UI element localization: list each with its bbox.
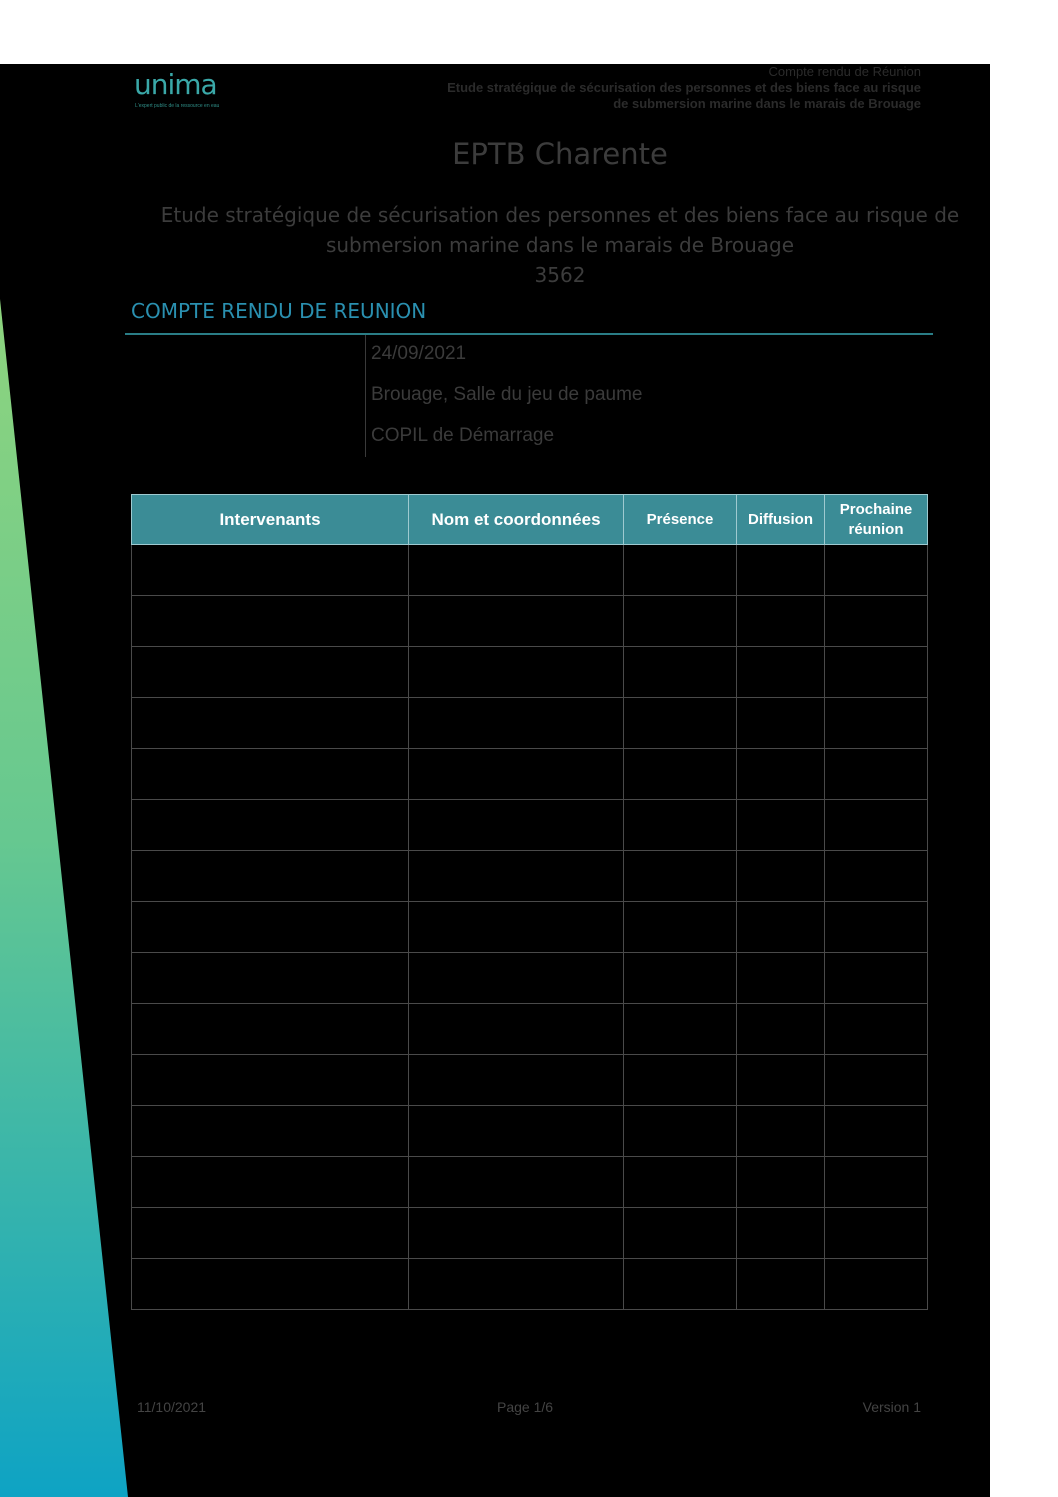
table-cell [409,800,624,851]
table-cell [825,1208,928,1259]
table-cell [132,1004,409,1055]
table-cell [132,1259,409,1310]
table-cell [825,800,928,851]
table-cell [825,749,928,800]
table-cell [409,698,624,749]
attendance-table [131,494,928,1310]
table-cell [624,596,737,647]
table-cell [409,647,624,698]
table-row [132,545,928,596]
table-cell [132,1106,409,1157]
table-cell [132,800,409,851]
document-title: EPTB Charente [452,137,668,171]
column-header-prochaine-reunion: Prochaine réunion [825,495,928,545]
table-cell [624,545,737,596]
subtitle-line-1: Etude stratégique de sécurisation des personnes et des biens face au risque de [160,203,960,227]
logo-wordmark: unima [134,68,217,101]
footer-date: 11/10/2021 [137,1399,207,1415]
meeting-info-divider [365,335,366,457]
table-cell [825,596,928,647]
table-cell [409,1004,624,1055]
meeting-date: 24/09/2021 [371,343,467,364]
table-cell [409,545,624,596]
table-cell [737,902,825,953]
table-cell [737,800,825,851]
table-cell [624,698,737,749]
table-cell [409,953,624,1004]
table-row [132,800,928,851]
table-cell [825,1259,928,1310]
table-cell [132,1208,409,1259]
table-cell [825,1004,928,1055]
table-cell [624,647,737,698]
table-row [132,1208,928,1259]
table-cell [825,545,928,596]
table-cell [737,953,825,1004]
table-cell [825,851,928,902]
section-heading: COMPTE RENDU DE REUNION [131,299,427,323]
table-cell [409,1259,624,1310]
table-row [132,698,928,749]
table-cell [737,1157,825,1208]
table-row [132,596,928,647]
table-cell [737,1106,825,1157]
footer-page-number: Page 1/6 [497,1399,554,1415]
table-row [132,1055,928,1106]
document-page [0,64,990,1497]
table-cell [132,851,409,902]
table-cell [624,1157,737,1208]
table-cell [624,1004,737,1055]
table-cell [737,1004,825,1055]
table-cell [737,698,825,749]
table-cell [624,902,737,953]
meeting-location: Brouage, Salle du jeu de paume [371,384,643,405]
table-cell [737,851,825,902]
meeting-type: COPIL de Démarrage [371,425,555,446]
table-cell [825,1106,928,1157]
table-cell [409,1106,624,1157]
table-cell [825,1055,928,1106]
running-header [301,64,921,112]
table-cell [737,1259,825,1310]
table-cell [409,902,624,953]
table-cell [825,647,928,698]
section-divider [125,333,933,335]
logo-tagline: L'expert public de la ressource en eau [135,103,220,109]
table-cell [409,1208,624,1259]
table-cell [409,596,624,647]
project-number: 3562 [534,263,586,287]
table-cell [132,545,409,596]
table-row [132,851,928,902]
table-cell [624,749,737,800]
column-header-diffusion: Diffusion [737,495,825,545]
table-row [132,902,928,953]
table-cell [624,1208,737,1259]
running-header-line-2: Etude stratégique de sécurisation des personnes et des biens face au risque [447,80,921,95]
table-row [132,1004,928,1055]
running-header-line-3: de submersion marine dans le marais de Brouage [613,96,921,111]
table-header-row [132,495,928,545]
table-cell [737,596,825,647]
attendance-table-container [131,494,927,1310]
table-cell [624,1259,737,1310]
table-row [132,1157,928,1208]
table-row [132,647,928,698]
table-cell [132,1157,409,1208]
table-cell [737,1055,825,1106]
table-cell [132,1055,409,1106]
table-cell [825,698,928,749]
table-cell [132,902,409,953]
document-subtitle [130,200,990,290]
table-row [132,1106,928,1157]
column-header-nom-coordonnees: Nom et coordonnées [409,495,624,545]
table-cell [825,902,928,953]
footer-version: Version 1 [862,1399,921,1415]
table-cell [409,851,624,902]
table-cell [737,647,825,698]
unima-logo [134,68,244,116]
table-row [132,1259,928,1310]
table-cell [624,1055,737,1106]
table-cell [409,1157,624,1208]
table-cell [132,647,409,698]
table-row [132,749,928,800]
table-cell [737,545,825,596]
running-header-line-1: Compte rendu de Réunion [768,64,921,79]
table-cell [132,953,409,1004]
table-cell [825,953,928,1004]
table-cell [624,851,737,902]
table-cell [132,749,409,800]
table-row [132,953,928,1004]
table-cell [737,1208,825,1259]
table-cell [132,698,409,749]
table-cell [624,953,737,1004]
table-body [132,545,928,1310]
column-header-presence: Présence [624,495,737,545]
table-cell [624,800,737,851]
table-cell [624,1106,737,1157]
column-header-intervenants: Intervenants [132,495,409,545]
table-cell [132,596,409,647]
table-cell [737,749,825,800]
table-cell [409,1055,624,1106]
table-cell [825,1157,928,1208]
table-cell [409,749,624,800]
subtitle-line-2: submersion marine dans le marais de Brouage [325,233,795,257]
